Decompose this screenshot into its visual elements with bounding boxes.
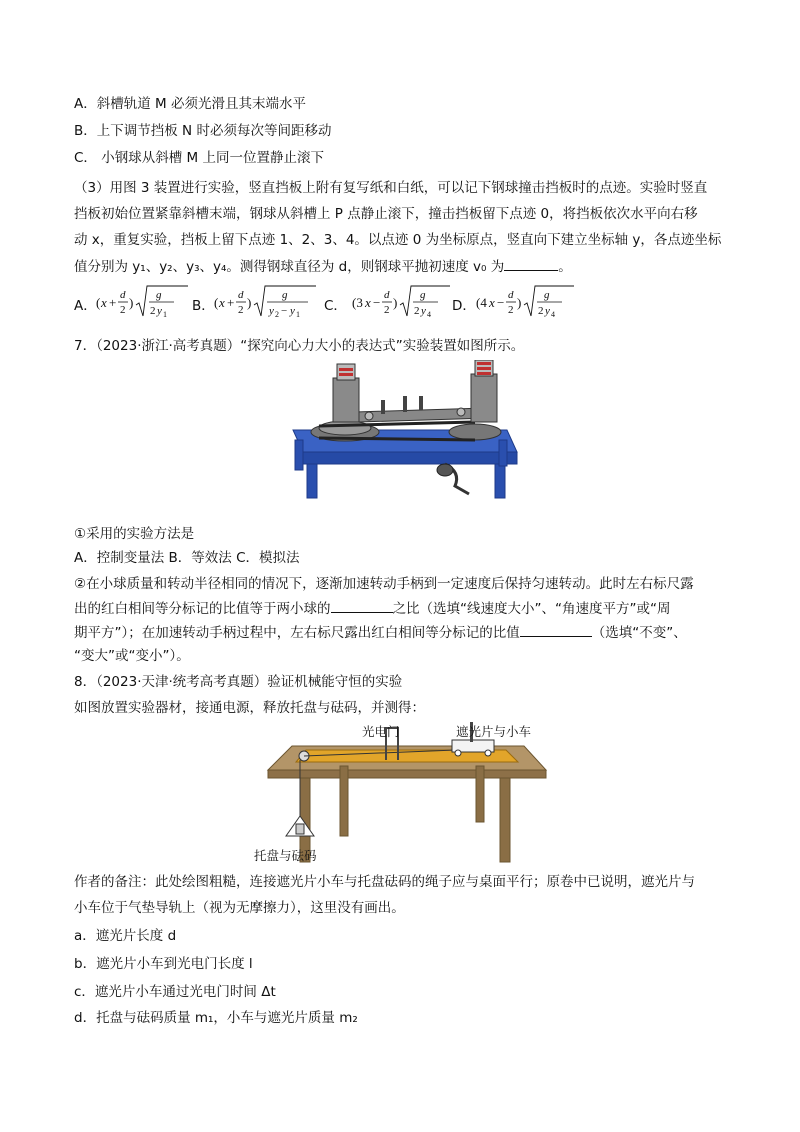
option-label: D．	[452, 298, 476, 314]
q7-answer-blank-2[interactable]	[520, 622, 592, 637]
q6-option-a: A．斜槽轨道 M 必须光滑且其末端水平	[74, 96, 306, 112]
svg-text:−: −	[281, 305, 288, 317]
svg-text:1: 1	[163, 310, 167, 319]
option-label: A．	[74, 298, 97, 314]
svg-text:(3: (3	[352, 295, 363, 310]
svg-text:y: y	[545, 305, 550, 317]
svg-text:2: 2	[275, 310, 279, 319]
svg-text:d: d	[238, 289, 244, 301]
svg-text:2: 2	[384, 304, 390, 316]
q7-sub2-line2-b: 之比（选填“线速度大小”、“角速度平方”或“周	[392, 601, 671, 617]
svg-text:+: +	[109, 295, 117, 310]
svg-text:1: 1	[296, 310, 300, 319]
q7-sub2-line1: ②在小球质量和转动半径相同的情况下，逐渐加速转动手柄到一定速度后保持匀速转动。此时左右标尺露	[74, 576, 694, 592]
svg-text:d: d	[120, 289, 126, 301]
svg-text:): )	[517, 295, 522, 310]
svg-text:g: g	[282, 289, 288, 301]
svg-text:2: 2	[414, 305, 420, 317]
q8-note-line1: 作者的备注：此处绘图粗糙，连接遮光片小车与托盘砝码的绳子应与桌面平行；原卷中已说明，遮光片与	[74, 874, 695, 890]
q6-option-c: C． 小钢球从斜槽 M 上同一位置静止滚下	[74, 150, 324, 166]
option-label: C．	[324, 298, 347, 314]
svg-text:4: 4	[427, 310, 431, 319]
q6-part3-line4	[74, 256, 572, 277]
q8-item-d: d．托盘与砝码质量 m₁，小车与遮光片质量 m₂	[74, 1010, 358, 1026]
q6-part3-line2: 挡板初始位置紧靠斜槽末端，钢球从斜槽上 P 点静止滚下，撞击挡板留下点迹 0，将挡板依次水平向右移	[74, 206, 698, 222]
svg-text:d: d	[508, 289, 514, 301]
option-label: B．	[192, 298, 215, 314]
q7-options: A．控制变量法 B．等效法 C．模拟法	[74, 550, 300, 566]
q7-sub2-line3-a: 期平方”）；在加速转动手柄过程中，左右标尺露出红白相间等分标记的比值	[74, 625, 520, 641]
svg-text:2: 2	[538, 305, 544, 317]
svg-text:−: −	[373, 295, 381, 310]
formula-b	[212, 280, 322, 324]
label-light-gate: 光电门	[362, 724, 400, 739]
svg-text:4: 4	[551, 310, 555, 319]
q6-part3-line1: （3）用图 3 装置进行实验，竖直挡板上附有复写纸和白纸，可以记下钢球撞击挡板时的点迹。实验时竖直	[74, 180, 708, 196]
svg-text:g: g	[544, 289, 550, 301]
q6-part3-line4-text: 值分别为 y₁、y₂、y₃、y₄。测得钢球直径为 d，则钢球平抛初速度 v₀ 为	[74, 259, 505, 275]
formula-a	[94, 280, 194, 324]
q7-sub1: ①采用的实验方法是	[74, 526, 195, 542]
svg-text:y: y	[290, 305, 295, 317]
label-tray-weights: 托盘与砝码	[254, 848, 317, 863]
svg-text:x: x	[489, 295, 495, 310]
svg-text:x: x	[101, 295, 107, 310]
svg-text:(4: (4	[476, 295, 487, 310]
q7-title: 7．（2023·浙江·高考真题）“探究向心力大小的表达式”实验装置如图所示。	[74, 338, 525, 354]
formula-c	[350, 280, 454, 324]
svg-text:2: 2	[120, 304, 126, 316]
q8-note-line2: 小车位于气垫导轨上（视为无摩擦力），这里没有画出。	[74, 900, 405, 916]
centripetal-force-apparatus-figure	[285, 360, 525, 520]
q6-option-b: B．上下调节挡板 N 时必须每次等间距移动	[74, 123, 332, 139]
q6-part3-line3: 动 x，重复实验，挡板上留下点迹 1、2、3、4。以点迹 0 为坐标原点，竖直向下建立坐标轴 y，各点迹坐标	[74, 232, 722, 248]
svg-text:y: y	[421, 305, 426, 317]
q8-item-b: b．遮光片小车到光电门长度 l	[74, 956, 253, 972]
q7-sub2-line2	[74, 598, 670, 619]
q7-sub2-line3-b: （选填“不变”、	[591, 625, 687, 641]
q6-formula-options	[74, 280, 574, 324]
svg-text:y: y	[157, 305, 162, 317]
svg-text:(: (	[214, 295, 219, 310]
svg-text:−: −	[497, 295, 505, 310]
svg-text:x: x	[219, 295, 225, 310]
q7-sub2-line4: “变大”或“变小”）。	[74, 648, 190, 664]
svg-text:y: y	[269, 305, 274, 317]
q8-item-a: a．遮光片长度 d	[74, 928, 177, 944]
svg-text:(: (	[96, 295, 101, 310]
q6-part3-line4-end: 。	[558, 259, 572, 275]
q7-sub2-line3	[74, 622, 687, 643]
svg-text:): )	[393, 295, 398, 310]
svg-text:2: 2	[508, 304, 514, 316]
svg-text:2: 2	[238, 304, 244, 316]
svg-text:): )	[129, 295, 134, 310]
q8-item-c: c．遮光片小车通过光电门时间 Δt	[74, 984, 276, 1000]
q7-answer-blank-1[interactable]	[331, 598, 393, 613]
svg-text:+: +	[227, 295, 235, 310]
svg-text:g: g	[156, 289, 162, 301]
q6-answer-blank[interactable]	[504, 256, 558, 271]
svg-text:x: x	[365, 295, 371, 310]
q8-title: 8．（2023·天津·统考高考真题）验证机械能守恒的实验	[74, 674, 403, 690]
q7-sub2-line2-a: 出的红白相间等分标记的比值等于两小球的	[74, 601, 331, 617]
label-shading-cart: 遮光片与小车	[456, 724, 532, 739]
q8-intro: 如图放置实验器材，接通电源，释放托盘与砝码，并测得：	[74, 700, 425, 716]
svg-text:d: d	[384, 289, 390, 301]
svg-text:2: 2	[150, 305, 156, 317]
formula-d	[474, 280, 578, 324]
svg-text:): )	[247, 295, 252, 310]
svg-text:g: g	[420, 289, 426, 301]
